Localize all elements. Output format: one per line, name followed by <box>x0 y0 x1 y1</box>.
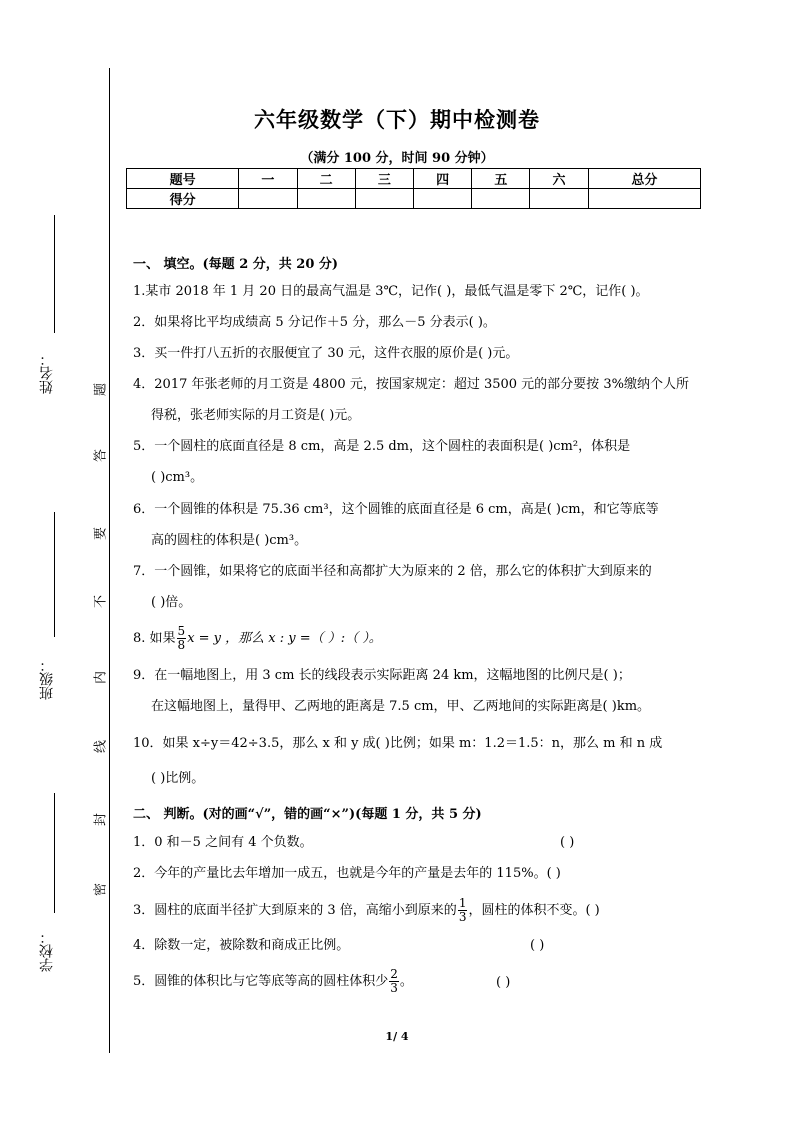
seal-char: 线 <box>93 740 109 754</box>
question-4-cont: 得税，张老师实际的月工资是( )元。 <box>151 408 361 423</box>
score-cell: 二 <box>297 169 355 189</box>
fraction-numerator: 5 <box>177 624 186 638</box>
question-10: 10．如果 x÷y＝42÷3.5，那么 x 和 y 成( )比例；如果 m：1.2＝1.5：n，那么 m 和 n 成 <box>133 736 663 751</box>
class-label: 班级： <box>39 658 55 700</box>
score-cell: 总分 <box>588 169 700 189</box>
score-cell: 四 <box>413 169 471 189</box>
score-input-cell[interactable] <box>472 189 530 209</box>
fraction <box>389 968 399 995</box>
score-input-cell[interactable] <box>297 189 355 209</box>
question-1: 1.某市 2018 年 1 月 20 日的最高气温是 3℃，记作( )，最低气温是零下 2℃，记作( )。 <box>133 284 649 299</box>
score-cell: 一 <box>239 169 297 189</box>
question-9: 9．在一幅地图上，用 3 cm 长的线段表示实际距离 24 km，这幅地图的比例尺是( )； <box>133 668 631 683</box>
section-heading: 一、 填空。(每题 2 分，共 20 分) <box>133 257 339 272</box>
judge-3-suffix: ，圆柱的体积不变。( ) <box>468 903 600 918</box>
seal-char: 要 <box>93 527 109 541</box>
question-7-cont: ( )倍。 <box>151 595 192 610</box>
binding-line <box>109 68 110 1053</box>
question-7: 7．一个圆锥，如果将它的底面半径和高都扩大为原来的 2 倍，那么它的体积扩大到原来的 <box>133 564 652 579</box>
class-underline <box>54 512 55 637</box>
fraction-numerator: 2 <box>390 967 398 981</box>
seal-char: 内 <box>93 671 109 685</box>
score-cell: 六 <box>530 169 588 189</box>
judge-3-prefix: 3．圆柱的底面半径扩大到原来的 3 倍，高缩小到原来的 <box>133 903 457 918</box>
question-10-cont: ( )比例。 <box>151 771 205 786</box>
page-subtitle: （满分 100 分，时间 90 分钟） <box>300 151 494 166</box>
question-9-cont: 在这幅地图上，量得甲、乙两地的距离是 7.5 cm，甲、乙两地间的实际距离是( )km。 <box>151 699 651 714</box>
fraction-denominator: 8 <box>177 638 186 652</box>
fraction <box>177 625 187 652</box>
question-4: 4．2017 年张老师的月工资是 4800 元，按国家规定：超过 3500 元的部分要按 3%缴纳个人所 <box>133 377 689 392</box>
fraction <box>458 897 468 924</box>
score-cell: 五 <box>472 169 530 189</box>
question-8-suffix: x = y ，那么 x : y =（ ）:（ ）。 <box>187 631 382 646</box>
score-input-cell[interactable] <box>355 189 413 209</box>
fraction-numerator: 1 <box>458 896 467 910</box>
judge-3 <box>133 897 600 924</box>
judge-4-answer[interactable]: ( ) <box>530 938 545 953</box>
question-3: 3．买一件打八五折的衣服便宜了 30 元，这件衣服的原价是( )元。 <box>133 346 519 361</box>
page-title: 六年级数学（下）期中检测卷 <box>254 107 540 132</box>
judge-5-suffix: 。 <box>399 974 413 989</box>
judge-1: 1．0 和－5 之间有 4 个负数。 <box>133 835 313 850</box>
score-table-score-row <box>127 189 701 209</box>
question-5: 5．一个圆柱的底面直径是 8 cm，高是 2.5 dm，这个圆柱的表面积是( )cm²，体积是 <box>133 439 631 454</box>
score-input-cell[interactable] <box>530 189 588 209</box>
fraction-denominator: 3 <box>458 910 467 924</box>
question-8-prefix: 8. 如果 <box>133 631 176 646</box>
name-underline <box>54 215 55 333</box>
school-label: 学校： <box>39 930 55 972</box>
section-heading: 二、 判断。(对的画“√”，错的画“×”)(每题 1 分，共 5 分) <box>133 807 482 822</box>
page-number: 1/ 4 <box>385 1030 409 1043</box>
name-label: 姓名： <box>39 352 55 394</box>
seal-char: 题 <box>93 383 109 397</box>
judge-5-prefix: 5．圆锥的体积比与它等底等高的圆柱体积少 <box>133 974 389 989</box>
seal-char: 不 <box>93 595 109 609</box>
seal-char: 答 <box>93 449 109 463</box>
judge-5 <box>133 968 413 995</box>
score-input-cell[interactable] <box>588 189 700 209</box>
score-input-cell[interactable] <box>239 189 297 209</box>
judge-2: 2．今年的产量比去年增加一成五，也就是今年的产量是去年的 115%。( ) <box>133 866 561 881</box>
question-5-cont: ( )cm³。 <box>151 470 204 485</box>
score-cell: 题号 <box>127 169 239 189</box>
seal-char: 封 <box>93 813 109 827</box>
judge-4: 4．除数一定，被除数和商成正比例。 <box>133 938 350 953</box>
seal-char: 密 <box>93 883 109 897</box>
question-6: 6．一个圆锥的体积是 75.36 cm³，这个圆锥的底面直径是 6 cm，高是( )cm，和它等底等 <box>133 502 659 517</box>
score-cell: 得分 <box>127 189 239 209</box>
question-2: 2．如果将比平均成绩高 5 分记作＋5 分，那么－5 分表示( )。 <box>133 315 496 330</box>
judge-1-answer[interactable]: ( ) <box>560 835 575 850</box>
fraction-denominator: 3 <box>390 981 398 995</box>
score-table-header-row <box>127 169 701 189</box>
school-underline <box>54 793 55 913</box>
score-input-cell[interactable] <box>413 189 471 209</box>
score-table <box>126 168 701 209</box>
question-8 <box>133 625 382 652</box>
score-cell: 三 <box>355 169 413 189</box>
question-6-cont: 高的圆柱的体积是( )cm³。 <box>151 533 308 548</box>
judge-5-answer[interactable]: ( ) <box>496 975 511 990</box>
